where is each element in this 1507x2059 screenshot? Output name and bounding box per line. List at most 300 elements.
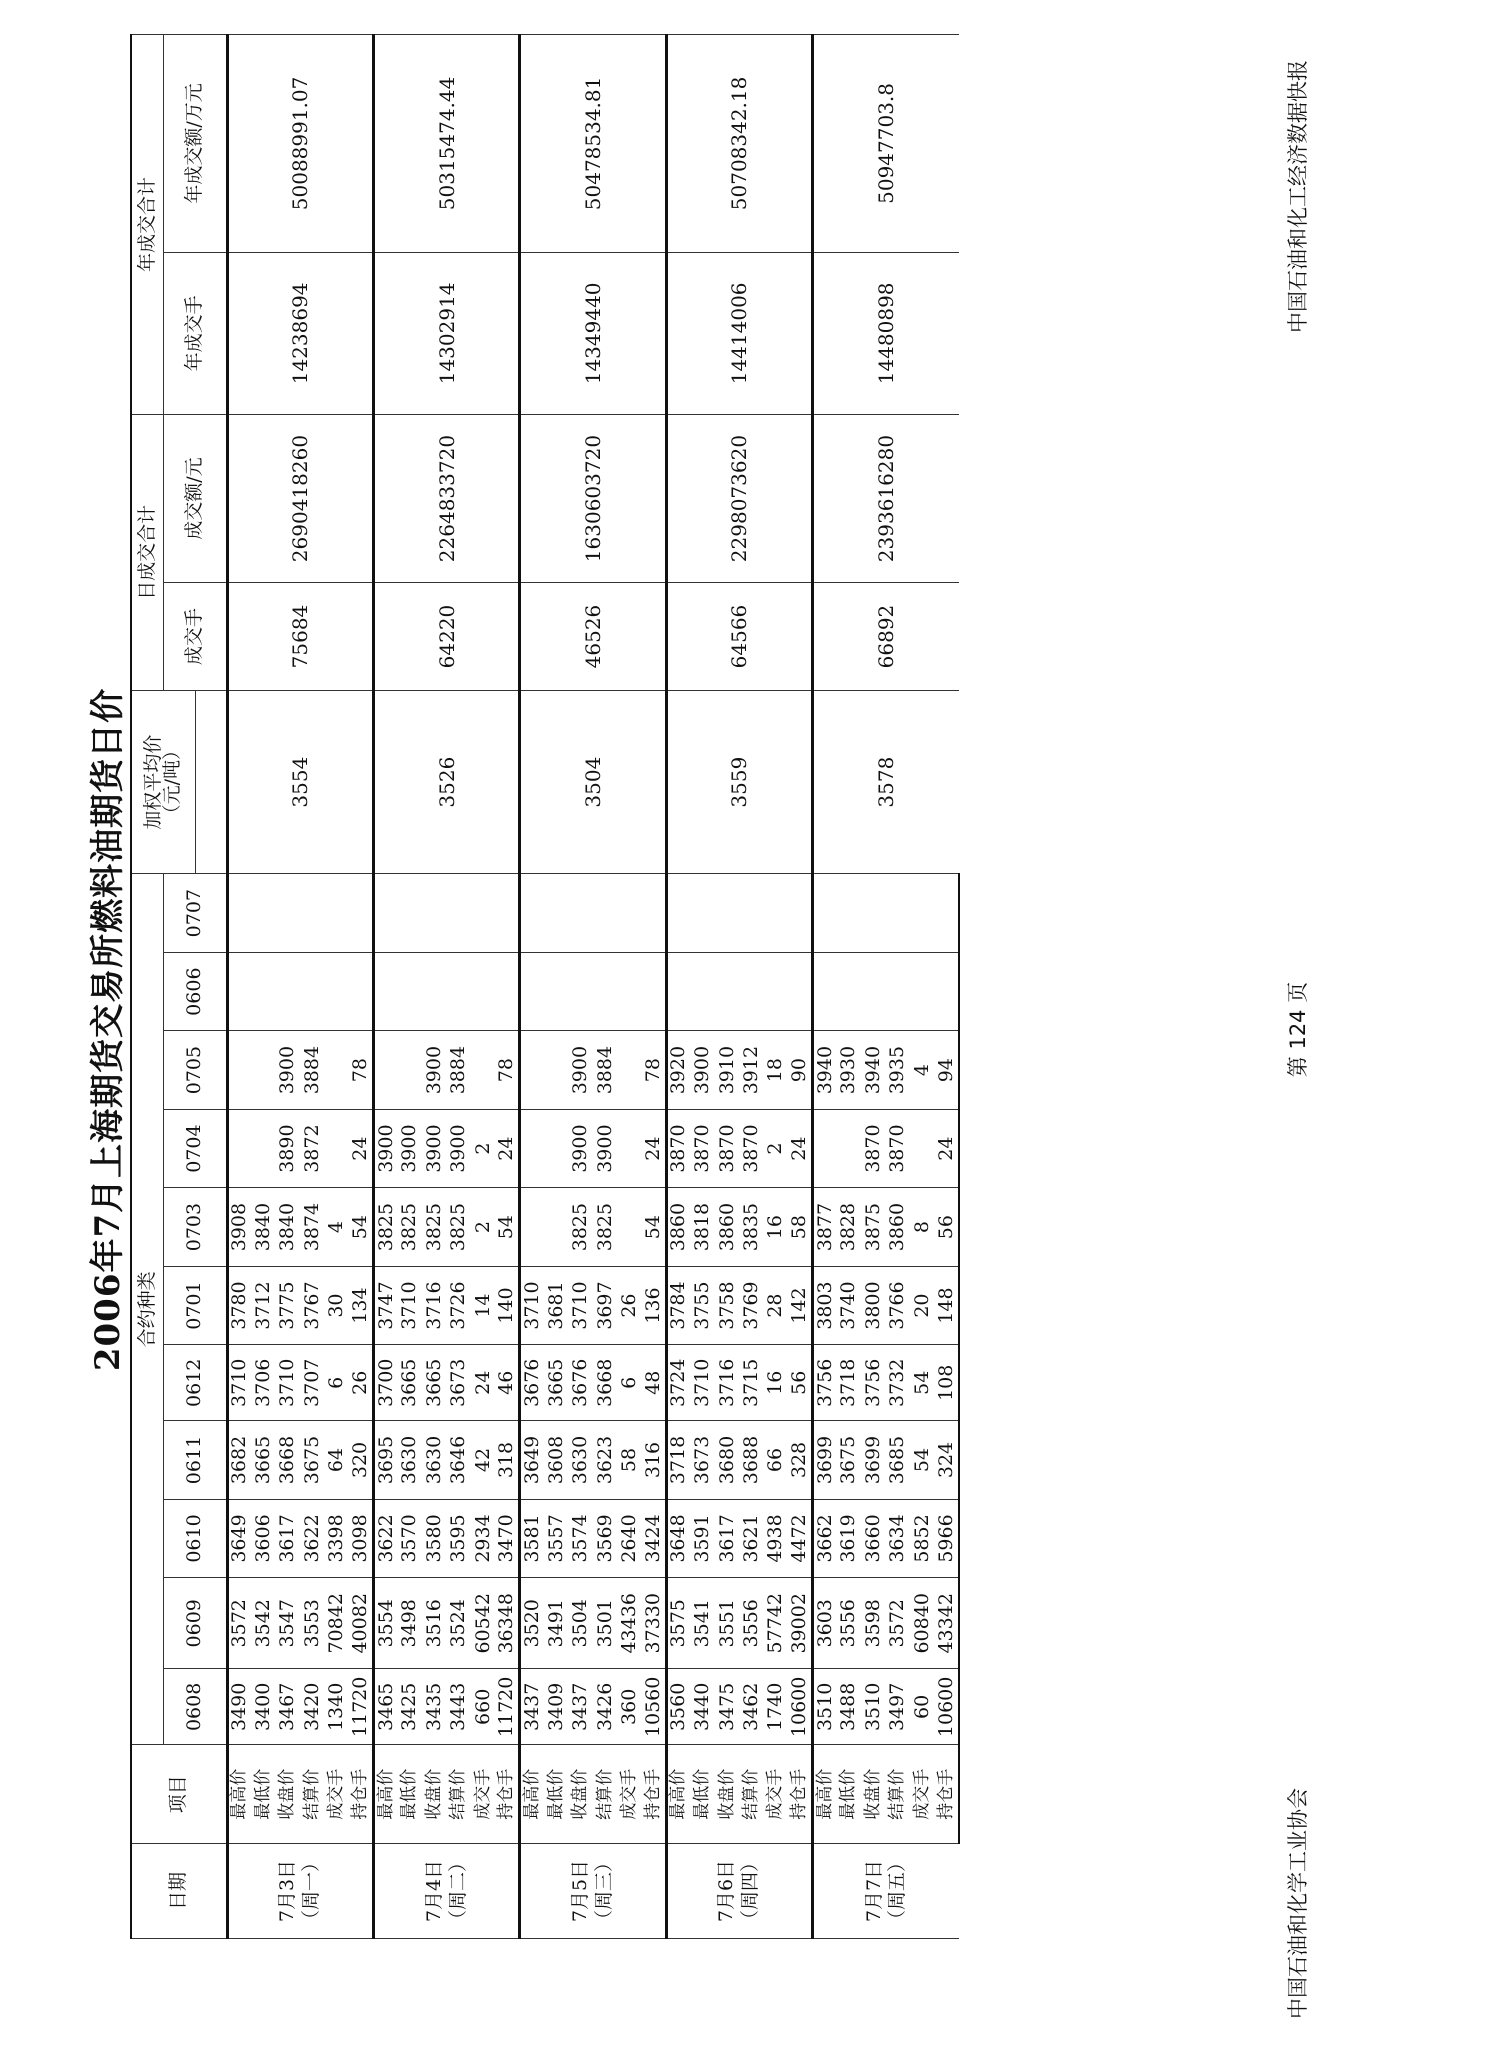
price-cell: 94 — [934, 1031, 958, 1109]
price-cell — [617, 874, 641, 953]
price-cell: 5966 — [934, 1499, 958, 1577]
contract-header: 0703 — [163, 1188, 227, 1266]
price-cell: 3710 — [520, 1266, 544, 1344]
price-cell: 3940 — [861, 1031, 885, 1109]
price-cell: 3900 — [373, 1109, 397, 1187]
price-cell: 18 — [764, 1031, 788, 1109]
price-cell: 3870 — [715, 1109, 739, 1187]
price-cell: 3551 — [715, 1578, 739, 1669]
price-cell — [349, 952, 373, 1030]
price-cell: 3575 — [666, 1578, 690, 1669]
price-cell: 3860 — [666, 1188, 690, 1266]
row-label: 收盘价 — [568, 1745, 592, 1844]
price-cell: 3803 — [812, 1266, 836, 1344]
price-cell — [715, 874, 739, 953]
price-cell: 3900 — [568, 1031, 592, 1109]
price-cell: 3649 — [227, 1499, 251, 1577]
date-text: 7月4日 — [422, 1859, 445, 1923]
price-cell: 3747 — [373, 1266, 397, 1344]
price-cell — [617, 1109, 641, 1187]
row-label: 最高价 — [812, 1745, 836, 1844]
price-cell: 3715 — [739, 1345, 763, 1421]
price-cell — [934, 874, 958, 953]
price-cell — [520, 874, 544, 953]
price-cell: 320 — [349, 1421, 373, 1499]
price-cell: 3718 — [666, 1421, 690, 1499]
price-cell — [764, 952, 788, 1030]
price-cell — [373, 952, 397, 1030]
price-cell: 24 — [495, 1109, 519, 1187]
price-cell — [520, 1109, 544, 1187]
price-cell: 3646 — [447, 1421, 471, 1499]
price-cell: 3425 — [398, 1669, 422, 1745]
price-cell — [812, 1109, 836, 1187]
daily-amount-cell: 2393616280 — [812, 414, 958, 582]
price-cell: 3426 — [593, 1669, 617, 1745]
price-cell: 3766 — [886, 1266, 910, 1344]
row-label: 结算价 — [886, 1745, 910, 1844]
price-cell: 28 — [764, 1266, 788, 1344]
price-cell: 3475 — [715, 1669, 739, 1745]
row-label: 最低价 — [690, 1745, 714, 1844]
price-cell — [544, 952, 568, 1030]
price-cell: 26 — [617, 1266, 641, 1344]
header-daily: 日成交合计 — [131, 414, 163, 690]
price-cell: 3780 — [227, 1266, 251, 1344]
price-cell: 3775 — [276, 1266, 300, 1344]
price-cell: 3098 — [349, 1499, 373, 1577]
annual-lots-cell: 14414006 — [666, 252, 812, 414]
price-cell: 3619 — [837, 1499, 861, 1577]
wavg-cell: 3504 — [520, 690, 666, 874]
price-cell: 2934 — [471, 1499, 495, 1577]
price-cell: 660 — [471, 1669, 495, 1745]
price-cell: 5852 — [910, 1499, 934, 1577]
price-cell: 3462 — [739, 1669, 763, 1745]
price-cell — [373, 874, 397, 953]
row-label: 最高价 — [666, 1745, 690, 1844]
price-cell — [544, 1031, 568, 1109]
table-row — [520, 35, 544, 1939]
price-cell: 3935 — [886, 1031, 910, 1109]
price-cell: 10600 — [934, 1669, 958, 1745]
price-cell — [325, 874, 349, 953]
price-cell: 3908 — [227, 1188, 251, 1266]
annual-lots-cell: 14480898 — [812, 252, 958, 414]
price-cell — [910, 952, 934, 1030]
price-cell: 3623 — [593, 1421, 617, 1499]
price-cell: 3572 — [227, 1578, 251, 1669]
price-cell: 142 — [788, 1266, 812, 1344]
price-cell: 3912 — [739, 1031, 763, 1109]
price-cell: 26 — [349, 1345, 373, 1421]
price-cell — [422, 952, 446, 1030]
price-cell: 56 — [934, 1188, 958, 1266]
price-cell — [300, 874, 324, 953]
price-cell: 3825 — [398, 1188, 422, 1266]
price-cell: 3682 — [227, 1421, 251, 1499]
price-cell: 360 — [617, 1669, 641, 1745]
weekday-text: （周四） — [739, 1853, 762, 1930]
price-cell: 16 — [764, 1345, 788, 1421]
price-cell: 43342 — [934, 1578, 958, 1669]
price-cell: 3681 — [544, 1266, 568, 1344]
price-cell: 3581 — [520, 1499, 544, 1577]
price-cell — [910, 874, 934, 953]
price-cell: 134 — [349, 1266, 373, 1344]
price-cell: 3648 — [666, 1499, 690, 1577]
price-cell: 4472 — [788, 1499, 812, 1577]
price-cell: 3688 — [739, 1421, 763, 1499]
price-cell: 48 — [642, 1345, 666, 1421]
price-cell: 3900 — [447, 1109, 471, 1187]
row-label: 收盘价 — [422, 1745, 446, 1844]
price-cell: 3900 — [690, 1031, 714, 1109]
price-cell: 3437 — [520, 1669, 544, 1745]
price-cell: 3716 — [422, 1266, 446, 1344]
price-cell: 3900 — [568, 1109, 592, 1187]
price-cell: 39002 — [788, 1578, 812, 1669]
header-wavg-spacer — [195, 690, 227, 874]
row-label: 成交手 — [764, 1745, 788, 1844]
price-cell: 2 — [471, 1109, 495, 1187]
price-cell: 3675 — [300, 1421, 324, 1499]
price-cell — [251, 952, 275, 1030]
price-cell: 328 — [788, 1421, 812, 1499]
price-cell — [276, 874, 300, 953]
row-label: 成交手 — [325, 1745, 349, 1844]
row-label: 成交手 — [910, 1745, 934, 1844]
price-cell — [251, 1031, 275, 1109]
price-cell: 3504 — [568, 1578, 592, 1669]
footer-publisher: 中国石油和化学工业协会 — [1286, 1788, 1310, 2019]
price-cell — [447, 952, 471, 1030]
daily-amount-cell: 2690418260 — [227, 414, 373, 582]
price-cell: 24 — [349, 1109, 373, 1187]
price-cell: 3662 — [812, 1499, 836, 1577]
price-cell — [300, 952, 324, 1030]
wavg-cell: 3559 — [666, 690, 812, 874]
price-cell — [568, 952, 592, 1030]
price-table — [130, 34, 960, 1939]
price-cell — [642, 952, 666, 1030]
price-cell: 54 — [349, 1188, 373, 1266]
price-cell: 3497 — [886, 1669, 910, 1745]
price-cell: 60840 — [910, 1578, 934, 1669]
price-cell: 3440 — [690, 1669, 714, 1745]
price-cell: 108 — [934, 1345, 958, 1421]
day-block — [812, 35, 958, 1939]
price-cell — [251, 1109, 275, 1187]
price-cell: 3490 — [227, 1669, 251, 1745]
price-cell — [227, 1109, 251, 1187]
price-cell: 30 — [325, 1266, 349, 1344]
price-cell: 56 — [788, 1345, 812, 1421]
price-cell: 3699 — [812, 1421, 836, 1499]
price-cell: 24 — [934, 1109, 958, 1187]
price-cell: 70842 — [325, 1578, 349, 1669]
price-cell: 3825 — [568, 1188, 592, 1266]
footer-publication: 中国石油和化工经济数据快报 — [1286, 60, 1310, 333]
price-cell: 3630 — [568, 1421, 592, 1499]
price-cell: 42 — [471, 1421, 495, 1499]
table-row — [666, 35, 690, 1939]
price-cell: 3443 — [447, 1669, 471, 1745]
price-cell: 3465 — [373, 1669, 397, 1745]
price-cell — [568, 874, 592, 953]
contract-header: 0701 — [163, 1266, 227, 1344]
price-cell — [520, 1188, 544, 1266]
price-cell: 3940 — [812, 1031, 836, 1109]
price-cell — [690, 952, 714, 1030]
price-cell: 318 — [495, 1421, 519, 1499]
contract-header: 0609 — [163, 1578, 227, 1669]
price-cell: 3676 — [568, 1345, 592, 1421]
contract-header: 0705 — [163, 1031, 227, 1109]
header-daily-lots: 成交手 — [163, 583, 227, 691]
header-date: 日期 — [131, 1844, 227, 1939]
price-cell: 3930 — [837, 1031, 861, 1109]
row-label: 持仓手 — [788, 1745, 812, 1844]
price-cell: 3665 — [251, 1421, 275, 1499]
date-cell — [666, 1844, 812, 1939]
row-label: 结算价 — [447, 1745, 471, 1844]
price-cell: 3501 — [593, 1578, 617, 1669]
date-cell — [520, 1844, 666, 1939]
price-cell: 3767 — [300, 1266, 324, 1344]
price-cell: 6 — [325, 1345, 349, 1421]
price-cell: 3665 — [398, 1345, 422, 1421]
price-cell: 3835 — [739, 1188, 763, 1266]
price-cell: 3665 — [544, 1345, 568, 1421]
annual-lots-cell: 14238694 — [227, 252, 373, 414]
weekday-text: （周二） — [446, 1853, 469, 1930]
row-label: 收盘价 — [276, 1745, 300, 1844]
price-cell — [227, 952, 251, 1030]
price-cell: 3860 — [715, 1188, 739, 1266]
price-cell: 3409 — [544, 1669, 568, 1745]
price-cell: 3570 — [398, 1499, 422, 1577]
price-cell — [325, 1109, 349, 1187]
price-cell: 3516 — [422, 1578, 446, 1669]
price-cell: 3660 — [861, 1499, 885, 1577]
price-cell — [837, 874, 861, 953]
annual-amount-cell: 50088991.07 — [227, 35, 373, 253]
price-cell: 3554 — [373, 1578, 397, 1669]
price-cell: 3574 — [568, 1499, 592, 1577]
date-text: 7月6日 — [715, 1859, 738, 1923]
row-label: 最低价 — [251, 1745, 275, 1844]
annual-amount-cell: 50947703.8 — [812, 35, 958, 253]
price-cell: 3603 — [812, 1578, 836, 1669]
price-cell: 43436 — [617, 1578, 641, 1669]
price-cell: 54 — [642, 1188, 666, 1266]
price-cell: 78 — [349, 1031, 373, 1109]
header-contracts: 合约种类 — [131, 874, 163, 1745]
price-cell: 3634 — [886, 1499, 910, 1577]
daily-lots-cell: 66892 — [812, 583, 958, 691]
price-cell — [495, 874, 519, 953]
price-cell: 3706 — [251, 1345, 275, 1421]
price-cell: 3673 — [447, 1345, 471, 1421]
row-label: 成交手 — [471, 1745, 495, 1844]
date-text: 7月5日 — [569, 1859, 592, 1923]
price-cell: 2 — [471, 1188, 495, 1266]
price-cell: 3591 — [690, 1499, 714, 1577]
weekday-text: （周五） — [886, 1853, 909, 1930]
price-cell: 64 — [325, 1421, 349, 1499]
price-cell: 3875 — [861, 1188, 885, 1266]
date-cell — [227, 1844, 373, 1939]
price-cell: 3630 — [398, 1421, 422, 1499]
price-cell: 3572 — [886, 1578, 910, 1669]
price-cell: 3400 — [251, 1669, 275, 1745]
price-cell: 16 — [764, 1188, 788, 1266]
price-cell — [739, 874, 763, 953]
price-cell: 3665 — [422, 1345, 446, 1421]
price-cell: 3673 — [690, 1421, 714, 1499]
header-item: 项目 — [131, 1745, 227, 1844]
wavg-cell: 3526 — [373, 690, 519, 874]
price-cell: 3890 — [276, 1109, 300, 1187]
price-cell: 60 — [910, 1669, 934, 1745]
price-cell: 3758 — [715, 1266, 739, 1344]
price-cell: 3920 — [666, 1031, 690, 1109]
price-cell: 136 — [642, 1266, 666, 1344]
price-cell: 3828 — [837, 1188, 861, 1266]
price-cell: 3617 — [715, 1499, 739, 1577]
price-cell: 3622 — [373, 1499, 397, 1577]
contract-header: 0611 — [163, 1421, 227, 1499]
price-cell: 57742 — [764, 1578, 788, 1669]
row-label: 最低价 — [837, 1745, 861, 1844]
price-cell — [398, 952, 422, 1030]
price-cell — [471, 874, 495, 953]
annual-lots-cell: 14302914 — [373, 252, 519, 414]
price-cell: 3622 — [300, 1499, 324, 1577]
price-cell — [544, 874, 568, 953]
price-cell — [593, 874, 617, 953]
price-cell: 10560 — [642, 1669, 666, 1745]
price-cell — [325, 952, 349, 1030]
date-cell — [812, 1844, 958, 1939]
contract-header: 0612 — [163, 1345, 227, 1421]
price-cell: 3435 — [422, 1669, 446, 1745]
price-cell: 3860 — [886, 1188, 910, 1266]
price-cell: 78 — [642, 1031, 666, 1109]
price-cell: 3710 — [276, 1345, 300, 1421]
price-cell: 3840 — [251, 1188, 275, 1266]
price-cell: 54 — [910, 1421, 934, 1499]
page-title: 2006年7月上海期货交易所燃料油期货日价 — [88, 687, 128, 1372]
price-cell: 3470 — [495, 1499, 519, 1577]
row-label: 持仓手 — [934, 1745, 958, 1844]
price-cell — [642, 874, 666, 953]
wavg-cell: 3554 — [227, 690, 373, 874]
row-label: 最高价 — [520, 1745, 544, 1844]
price-cell — [837, 952, 861, 1030]
price-cell: 3595 — [447, 1499, 471, 1577]
price-cell: 3498 — [398, 1578, 422, 1669]
table-row — [373, 35, 397, 1939]
price-cell — [837, 1109, 861, 1187]
price-cell: 3900 — [422, 1031, 446, 1109]
row-label: 持仓手 — [349, 1745, 373, 1844]
price-cell: 3467 — [276, 1669, 300, 1745]
price-cell: 24 — [788, 1109, 812, 1187]
price-cell — [325, 1031, 349, 1109]
price-cell: 3825 — [447, 1188, 471, 1266]
price-cell: 78 — [495, 1031, 519, 1109]
price-cell: 3520 — [520, 1578, 544, 1669]
price-cell: 3877 — [812, 1188, 836, 1266]
price-cell: 316 — [642, 1421, 666, 1499]
price-cell — [471, 1031, 495, 1109]
price-cell — [739, 952, 763, 1030]
date-cell — [373, 1844, 519, 1939]
price-cell: 2640 — [617, 1499, 641, 1577]
price-cell: 2 — [764, 1109, 788, 1187]
price-cell: 24 — [642, 1109, 666, 1187]
row-label: 最低价 — [398, 1745, 422, 1844]
table-row — [812, 35, 836, 1939]
price-cell: 14 — [471, 1266, 495, 1344]
price-cell: 3621 — [739, 1499, 763, 1577]
price-cell: 3910 — [715, 1031, 739, 1109]
daily-amount-cell: 2298073620 — [666, 414, 812, 582]
price-cell — [447, 874, 471, 953]
price-cell — [764, 874, 788, 953]
price-cell: 3756 — [861, 1345, 885, 1421]
price-cell: 3510 — [861, 1669, 885, 1745]
price-cell: 324 — [934, 1421, 958, 1499]
price-cell: 3556 — [739, 1578, 763, 1669]
annual-lots-cell: 14349440 — [520, 252, 666, 414]
price-cell: 20 — [910, 1266, 934, 1344]
price-cell — [544, 1188, 568, 1266]
price-cell: 3700 — [373, 1345, 397, 1421]
price-cell — [934, 952, 958, 1030]
daily-lots-cell: 64220 — [373, 583, 519, 691]
price-cell — [398, 874, 422, 953]
price-cell: 148 — [934, 1266, 958, 1344]
row-label: 收盘价 — [861, 1745, 885, 1844]
row-label: 持仓手 — [642, 1745, 666, 1844]
price-cell: 46 — [495, 1345, 519, 1421]
weekday-text: （周一） — [300, 1853, 323, 1930]
daily-amount-cell: 1630603720 — [520, 414, 666, 582]
price-cell: 11720 — [495, 1669, 519, 1745]
table-row — [227, 35, 251, 1939]
price-cell: 3825 — [373, 1188, 397, 1266]
price-cell: 3649 — [520, 1421, 544, 1499]
price-cell: 3488 — [837, 1669, 861, 1745]
price-cell — [886, 874, 910, 953]
price-cell — [227, 874, 251, 953]
price-cell: 3542 — [251, 1578, 275, 1669]
contract-header: 0707 — [163, 874, 227, 953]
price-cell — [788, 952, 812, 1030]
price-cell: 24 — [471, 1345, 495, 1421]
price-cell: 3900 — [398, 1109, 422, 1187]
day-block — [227, 35, 373, 1939]
price-cell: 8 — [910, 1188, 934, 1266]
price-cell: 3870 — [886, 1109, 910, 1187]
price-cell: 3398 — [325, 1499, 349, 1577]
price-cell: 3556 — [837, 1578, 861, 1669]
price-cell: 140 — [495, 1266, 519, 1344]
price-cell: 3617 — [276, 1499, 300, 1577]
